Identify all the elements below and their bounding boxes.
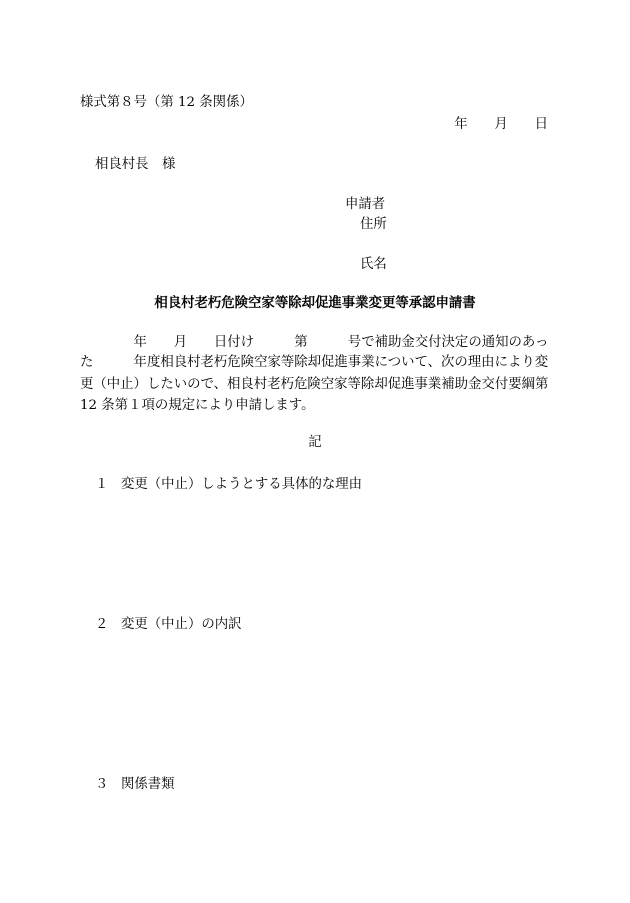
applicant-label: 申請者 <box>345 197 386 212</box>
item-number: １ <box>95 477 109 492</box>
item-number: ２ <box>95 617 109 632</box>
address-label: 住所 <box>360 217 387 232</box>
item-label: 関係書類 <box>121 777 175 792</box>
form-number: 様式第８号（第 12 条関係） <box>80 95 253 110</box>
body-line: た 年度相良村老朽危険空家等除却促進事業について、次の理由により変 <box>80 355 549 370</box>
body-line: 更（中止）したいので、相良村老朽危険空家等除却促進事業補助金交付要綱第 <box>80 377 549 392</box>
item-label: 変更（中止）の内訳 <box>121 617 242 632</box>
document-title: 相良村老朽危険空家等除却促進事業変更等承認申請書 <box>154 295 476 311</box>
body-line: 12 条第１項の規定により申請します。 <box>80 398 315 413</box>
name-label: 氏名 <box>360 257 387 272</box>
body-line: 年 月 日付け 第 号で補助金交付決定の通知のあっ <box>80 335 549 350</box>
ki-heading: 記 <box>308 435 322 450</box>
addressee: 相良村長 様 <box>95 157 176 172</box>
date-line: 年 月 日 <box>454 117 548 132</box>
item-label: 変更（中止）しようとする具体的な理由 <box>121 477 363 492</box>
item-number: ３ <box>95 777 109 792</box>
